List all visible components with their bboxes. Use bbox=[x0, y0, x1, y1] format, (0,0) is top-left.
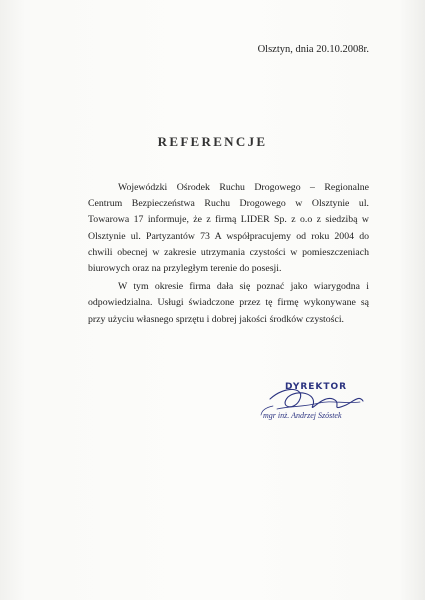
paragraph-2: W tym okresie firma dała się poznać jako wiarygodna i odpowiedzialna. Usługi świadczone przez tę firmę wykonywane są przy użyciu własnego sprzętu i dobrej jakości środków czystości. bbox=[88, 281, 369, 325]
date-line: Olsztyn, dnia 20.10.2008r. bbox=[257, 44, 369, 55]
document-title: REFERENCJE bbox=[157, 134, 268, 149]
signature-stamp bbox=[255, 377, 375, 437]
body-text bbox=[88, 180, 369, 328]
paragraph-1: Wojewódzki Ośrodek Ruchu Drogowego – Regionalne Centrum Bezpieczeństwa Ruchu Drogowego w Olsztynie ul. Towarowa 17 informuje, że z firmą LIDER Sp. z o.o z siedzibą w Olsztynie ul. Partyzantów 73 A współpracujemy od roku 2004 do chwili obecnej w zakresie utrzymania czystości w pomieszczeniach biurowych oraz na przyległym terenie do posesji. bbox=[88, 182, 369, 275]
stamp-name: mgr inż. Andrzej Szóstek bbox=[263, 411, 342, 420]
stamp-title: DYREKTOR bbox=[285, 382, 348, 392]
